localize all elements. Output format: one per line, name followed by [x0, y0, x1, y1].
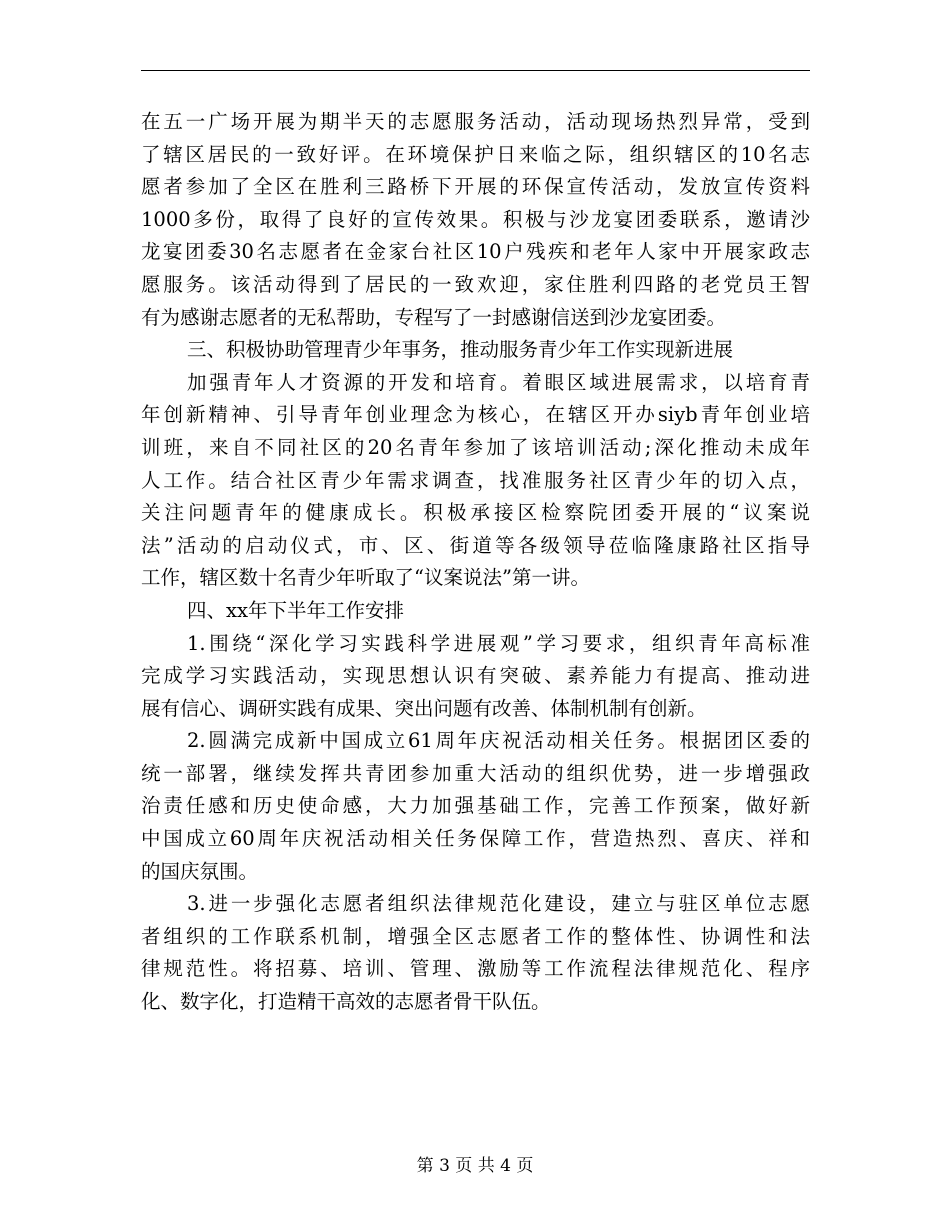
- text-line: 法”活动的启动仪式，市、区、街道等各级领导莅临隆康路社区指导: [141, 533, 810, 557]
- text-line: 统一部署，继续发挥共青团参加重大活动的组织优势，进一步增强政: [141, 761, 810, 785]
- text-line: 愿服务。该活动得到了居民的一致欢迎，家住胜利四路的老党员王智: [141, 272, 810, 296]
- text-line: 四、xx年下半年工作安排: [187, 598, 404, 622]
- text-line: 人工作。结合社区青少年需求调查，找准服务社区青少年的切入点，: [141, 468, 810, 492]
- text-line: 训班，来自不同社区的20名青年参加了该培训活动;深化推动未成年: [141, 435, 810, 459]
- text-line: 的国庆氛围。: [141, 859, 259, 883]
- text-line: 者组织的工作联系机制，增强全区志愿者工作的整体性、协调性和法: [141, 924, 810, 948]
- text-line: 1.围绕“深化学习实践科学进展观”学习要求，组织青年高标准: [187, 631, 810, 655]
- text-line: 展有信心、调研实践有成果、突出问题有改善、体制机制有创新。: [141, 696, 707, 720]
- text-line: 愿者参加了全区在胜利三路桥下开展的环保宣传活动，发放宣传资料: [141, 175, 810, 199]
- text-line: 三、积极协助管理青少年事务，推动服务青少年工作实现新进展: [187, 338, 734, 362]
- document-body: [141, 106, 810, 1019]
- text-line: 工作，辖区数十名青少年听取了“议案说法”第一讲。: [141, 566, 590, 590]
- text-line: 加强青年人才资源的开发和培育。着眼区域进展需求，以培育青: [187, 370, 810, 394]
- text-line: 关注问题青年的健康成长。积极承接区检察院团委开展的“议案说: [141, 501, 810, 525]
- text-line: 治责任感和历史使命感，大力加强基础工作，完善工作预案，做好新: [141, 794, 810, 818]
- text-line: 3.进一步强化志愿者组织法律规范化建设，建立与驻区单位志愿: [187, 892, 810, 916]
- text-line: 2.圆满完成新中国成立61周年庆祝活动相关任务。根据团区委的: [187, 729, 810, 753]
- text-line: 中国成立60周年庆祝活动相关任务保障工作，营造热烈、喜庆、祥和: [141, 827, 810, 851]
- text-line: 龙宴团委30名志愿者在金家台社区10户残疾和老年人家中开展家政志: [141, 240, 810, 264]
- header-rule: [141, 70, 810, 71]
- text-line: 1000多份，取得了良好的宣传效果。积极与沙龙宴团委联系，邀请沙: [141, 207, 810, 231]
- text-line: 有为感谢志愿者的无私帮助，专程写了一封感谢信送到沙龙宴团委。: [141, 305, 727, 329]
- text-line: 律规范性。将招募、培训、管理、激励等工作流程法律规范化、程序: [141, 957, 810, 981]
- text-line: 了辖区居民的一致好评。在环境保护日来临之际，组织辖区的10名志: [141, 142, 810, 166]
- page-footer: 第 3 页 共 4 页: [416, 1156, 534, 1176]
- text-line: 年创新精神、引导青年创业理念为核心，在辖区开办siyb青年创业培: [141, 403, 810, 427]
- text-line: 完成学习实践活动，实现思想认识有突破、素养能力有提高、推动进: [141, 664, 810, 688]
- text-line: 在五一广场开展为期半天的志愿服务活动，活动现场热烈异常，受到: [141, 110, 810, 133]
- text-line: 化、数字化，打造精干高效的志愿者骨干队伍。: [141, 990, 551, 1014]
